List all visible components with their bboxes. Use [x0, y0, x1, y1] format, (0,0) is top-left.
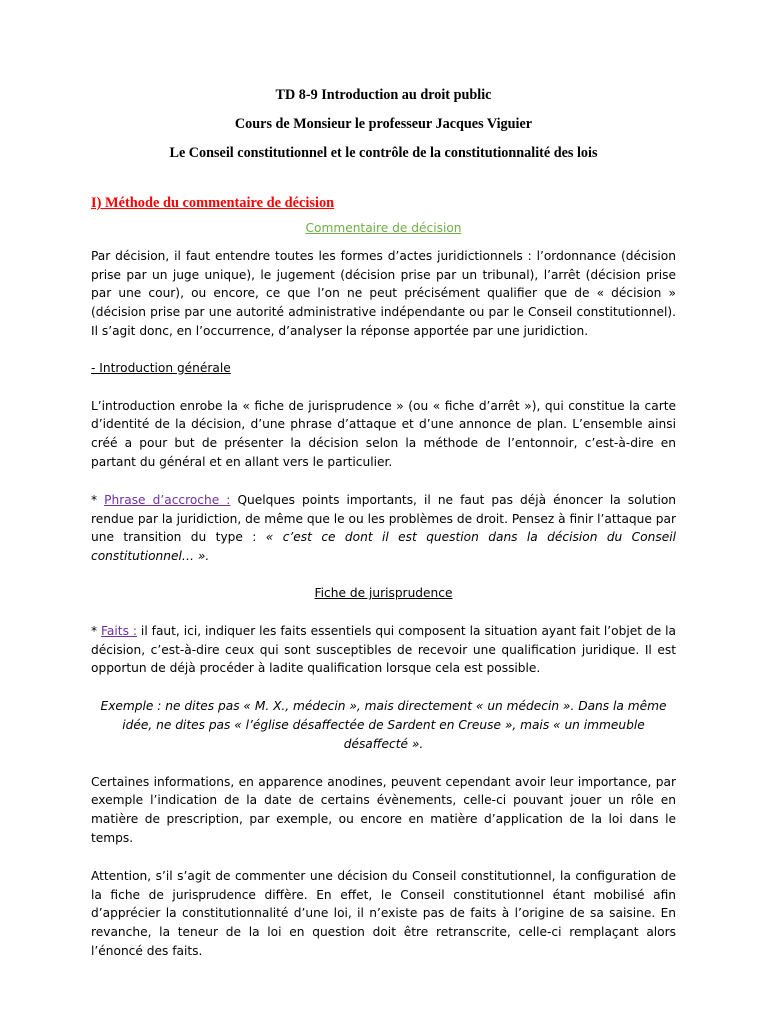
intro-generale-heading-text: - Introduction générale	[91, 360, 231, 375]
section-heading-text: I) Méthode du commentaire de décision	[91, 195, 335, 211]
paragraph-attention: Attention, s’il s’agit de commenter une décision du Conseil constitutionnel, la configuration de la fiche de jurisprudence diffère. En effet, le Conseil constitutionnel étant mobilisé afin d’apprécier la constitutionnalité d’une loi, il n’existe pas de faits à l’origine de sa saisine. En revanche, la teneur de la loi en question doit être retranscrite, celle-ci remplaçant alors l’énoncé des faits.	[91, 868, 676, 958]
faits-label: Faits	[101, 623, 133, 638]
paragraph-certaines: Certaines informations, en apparence anodines, peuvent cependant avoir leur importance, par exemple l’indication de la date de certains évènements, celle-ci pouvant jouer un rôle en matière de prescription, par exemple, ou encore en matière d’application de la loi dans le temps.	[91, 774, 676, 845]
paragraph-intro-generale: L’introduction enrobe la « fiche de jurisprudence » (ou « fiche d’arrêt »), qui constitue la carte d’identité de la décision, d’une phrase d’attaque et d’une annonce de plan. L’ensemble ainsi créé a pour but de présenter la décision selon la méthode de l’entonnoir, c’est-à-dire en partant du général et en allant vers le particulier.	[91, 398, 676, 469]
course-title: Cours de Monsieur le professeur Jacques Viguier	[234, 116, 533, 132]
paragraph-intro: Par décision, il faut entendre toutes les formes d’actes juridictionnels : l’ordonnance (décision prise par un juge unique), le jugement (décision prise par un tribunal), l’arrêt (décision prise par une cour), ou encore, ce que l’on ne peut précisément qualifier que de « décision » (décision prise par une autorité administrative indépendante ou par le Conseil constitutionnel). Il s’agit donc, en l’occurrence, d’analyser la réponse apportée par une juridiction.	[91, 248, 676, 338]
document-page	[91, 86, 676, 961]
section-heading	[91, 194, 676, 212]
paragraph-accroche	[91, 491, 676, 566]
td-title: TD 8-9 Introduction au droit public	[275, 87, 492, 103]
accroche-bullet: *	[91, 492, 105, 507]
intro-generale-heading	[91, 359, 676, 378]
accroche-text: Quelques points importants, il ne faut pas déjà énoncer la solution rendue par la juridiction, de même que le ou les problèmes de droit. Pensez à finir l’attaque par une transition du type :	[91, 492, 677, 545]
faits-bullet: *	[91, 623, 102, 638]
fiche-heading	[91, 584, 676, 603]
fiche-heading-text: Fiche de jurisprudence	[314, 585, 453, 600]
title-block	[91, 86, 676, 162]
faits-colon: :	[132, 623, 137, 638]
paragraph-exemple: Exemple : ne dites pas « M. X., médecin », mais directement « un médecin ». Dans la même idée, ne dites pas « l’église désaffectée de Sardent en Creuse », mais « un immeuble désaffecté ».	[100, 699, 667, 751]
accroche-label: Phrase d’accroche :	[104, 492, 231, 507]
subheading-commentaire: Commentaire de décision	[305, 221, 462, 235]
accroche-quote: « c’est ce dont il est question dans la décision du Conseil constitutionnel… ».	[91, 530, 676, 564]
topic-title: Le Conseil constitutionnel et le contrôle de la constitutionnalité des lois	[169, 145, 598, 161]
faits-text: il faut, ici, indiquer les faits essentiels qui composent la situation ayant fait l’objet de la décision, c’est-à-dire ceux qui sont susceptibles de recevoir une qualification juridique. Il est opportun de déjà procéder à ladite qualification lorsque cela est possible.	[91, 623, 677, 676]
paragraph-faits	[91, 622, 676, 678]
